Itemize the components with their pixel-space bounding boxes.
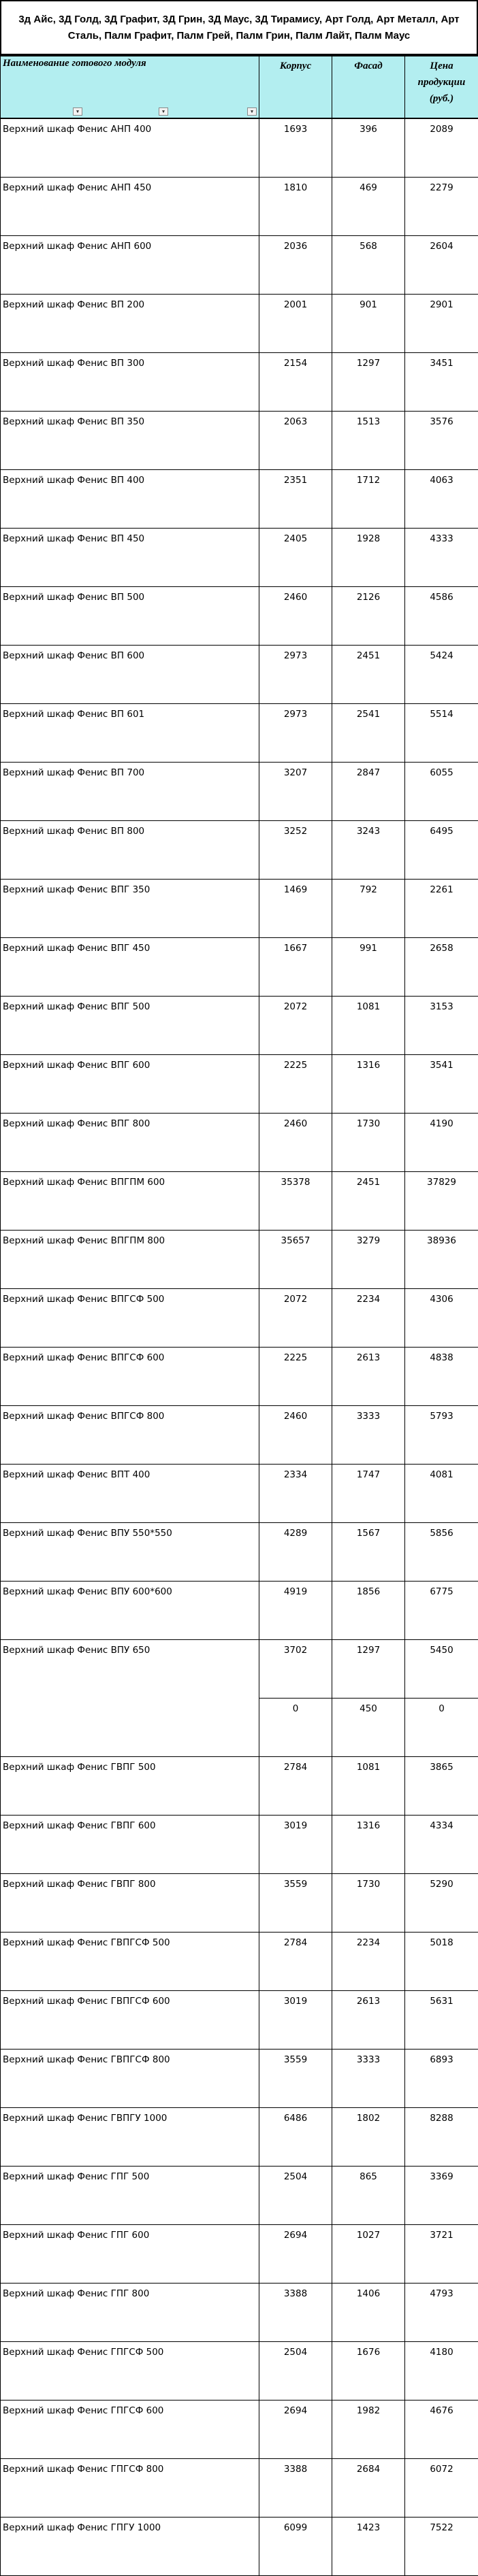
facade-cell: 2126 [332, 587, 405, 646]
facade-cell: 991 [332, 938, 405, 997]
price-cell: 6893 [405, 2050, 478, 2108]
table-row [1, 236, 478, 295]
facade-cell: 3333 [332, 1406, 405, 1465]
product-name-cell: Верхний шкаф Фенис ВПУ 650 [1, 1640, 259, 1757]
corpus-cell: 6486 [259, 2108, 332, 2167]
product-name-cell: Верхний шкаф Фенис АНП 450 [1, 178, 259, 236]
corpus-cell: 1693 [259, 118, 332, 178]
facade-cell: 1027 [332, 2225, 405, 2284]
product-name-cell: Верхний шкаф Фенис ВПГ 500 [1, 997, 259, 1055]
product-name-cell: Верхний шкаф Фенис ГВПГСФ 600 [1, 1991, 259, 2050]
facade-cell: 2613 [332, 1991, 405, 2050]
corpus-cell: 2460 [259, 587, 332, 646]
price-cell: 5793 [405, 1406, 478, 1465]
corpus-cell: 2036 [259, 236, 332, 295]
facade-cell: 1297 [332, 1640, 405, 1699]
price-cell: 4838 [405, 1348, 478, 1406]
facade-cell: 901 [332, 295, 405, 353]
price-cell: 4676 [405, 2401, 478, 2459]
table-row [1, 821, 478, 880]
product-name-cell: Верхний шкаф Фенис ВП 350 [1, 412, 259, 470]
product-name-cell: Верхний шкаф Фенис ГПГСФ 800 [1, 2459, 259, 2518]
corpus-cell: 2063 [259, 412, 332, 470]
table-row [1, 1348, 478, 1406]
facade-cell: 3333 [332, 2050, 405, 2108]
corpus-cell: 2460 [259, 1114, 332, 1172]
facade-cell: 3279 [332, 1231, 405, 1289]
product-name-cell: Верхний шкаф Фенис ГПГСФ 600 [1, 2401, 259, 2459]
header-corpus-cell: Корпус [259, 56, 332, 119]
filter-dropdown-icon[interactable]: ▾ [159, 107, 168, 116]
corpus-cell: 3019 [259, 1816, 332, 1874]
table-row [1, 2401, 478, 2459]
table-row [1, 412, 478, 470]
corpus-cell: 2504 [259, 2342, 332, 2401]
facade-cell: 2684 [332, 2459, 405, 2518]
table-row [1, 118, 478, 178]
table-row [1, 763, 478, 821]
table-row [1, 1816, 478, 1874]
price-cell: 3721 [405, 2225, 478, 2284]
facade-cell: 1081 [332, 997, 405, 1055]
corpus-cell: 0 [259, 1699, 332, 1757]
facade-cell: 1982 [332, 2401, 405, 2459]
corpus-cell: 3388 [259, 2459, 332, 2518]
facade-cell: 3243 [332, 821, 405, 880]
header-price-cell: Цена продукции (руб.) [405, 56, 478, 119]
price-table [0, 56, 478, 2576]
product-name-cell: Верхний шкаф Фенис ГПГ 800 [1, 2284, 259, 2342]
corpus-cell: 2504 [259, 2167, 332, 2225]
corpus-cell: 2694 [259, 2225, 332, 2284]
price-cell: 3576 [405, 412, 478, 470]
facade-cell: 1730 [332, 1874, 405, 1933]
price-cell: 3451 [405, 353, 478, 412]
price-cell: 4333 [405, 529, 478, 587]
facade-cell: 1406 [332, 2284, 405, 2342]
table-row [1, 587, 478, 646]
corpus-cell: 3019 [259, 1991, 332, 2050]
facade-cell: 469 [332, 178, 405, 236]
price-cell: 4334 [405, 1816, 478, 1874]
corpus-cell: 2225 [259, 1055, 332, 1114]
table-row [1, 1406, 478, 1465]
price-cell: 5856 [405, 1523, 478, 1582]
table-row [1, 2108, 478, 2167]
facade-cell: 1567 [332, 1523, 405, 1582]
corpus-cell: 3702 [259, 1640, 332, 1699]
price-cell: 7522 [405, 2518, 478, 2576]
facade-cell: 1928 [332, 529, 405, 587]
product-name-cell: Верхний шкаф Фенис ВПУ 600*600 [1, 1582, 259, 1640]
corpus-cell: 2001 [259, 295, 332, 353]
table-row [1, 2518, 478, 2576]
product-name-cell: Верхний шкаф Фенис ВПГ 800 [1, 1114, 259, 1172]
table-row [1, 2459, 478, 2518]
corpus-cell: 1469 [259, 880, 332, 938]
facade-cell: 2613 [332, 1348, 405, 1406]
price-cell: 4081 [405, 1465, 478, 1523]
corpus-cell: 2154 [259, 353, 332, 412]
table-row [1, 938, 478, 997]
price-cell: 37829 [405, 1172, 478, 1231]
corpus-cell: 2973 [259, 646, 332, 704]
product-name-cell: Верхний шкаф Фенис ВПГ 350 [1, 880, 259, 938]
product-name-cell: Верхний шкаф Фенис ВП 500 [1, 587, 259, 646]
facade-cell: 1513 [332, 412, 405, 470]
price-cell: 5631 [405, 1991, 478, 2050]
facade-cell: 1712 [332, 470, 405, 529]
price-cell: 5290 [405, 1874, 478, 1933]
facade-cell: 1747 [332, 1465, 405, 1523]
corpus-cell: 2072 [259, 997, 332, 1055]
facade-cell: 1856 [332, 1582, 405, 1640]
product-name-cell: Верхний шкаф Фенис ВПУ 550*550 [1, 1523, 259, 1582]
table-row [1, 1055, 478, 1114]
price-cell: 6495 [405, 821, 478, 880]
price-cell: 5018 [405, 1933, 478, 1991]
facade-cell: 865 [332, 2167, 405, 2225]
price-cell: 2604 [405, 236, 478, 295]
product-name-cell: Верхний шкаф Фенис ВПГСФ 800 [1, 1406, 259, 1465]
table-row [1, 2050, 478, 2108]
corpus-cell: 2334 [259, 1465, 332, 1523]
product-name-cell: Верхний шкаф Фенис ГВПГ 500 [1, 1757, 259, 1816]
price-cell: 3153 [405, 997, 478, 1055]
product-name-cell: Верхний шкаф Фенис ГПГ 500 [1, 2167, 259, 2225]
product-name-cell: Верхний шкаф Фенис ВПГ 450 [1, 938, 259, 997]
price-cell: 38936 [405, 1231, 478, 1289]
facade-cell: 1316 [332, 1816, 405, 1874]
header-row [1, 56, 478, 119]
corpus-cell: 1667 [259, 938, 332, 997]
table-row [1, 646, 478, 704]
facade-cell: 1730 [332, 1114, 405, 1172]
product-name-cell: Верхний шкаф Фенис ГВПГУ 1000 [1, 2108, 259, 2167]
price-cell: 4190 [405, 1114, 478, 1172]
facade-cell: 1316 [332, 1055, 405, 1114]
corpus-cell: 2694 [259, 2401, 332, 2459]
facade-cell: 2234 [332, 1289, 405, 1348]
facade-cell: 568 [332, 236, 405, 295]
price-cell: 4306 [405, 1289, 478, 1348]
product-name-cell: Верхний шкаф Фенис ВПТ 400 [1, 1465, 259, 1523]
price-cell: 4586 [405, 587, 478, 646]
price-cell: 6775 [405, 1582, 478, 1640]
corpus-cell: 2784 [259, 1933, 332, 1991]
table-row [1, 353, 478, 412]
corpus-cell: 2072 [259, 1289, 332, 1348]
table-row [1, 1465, 478, 1523]
product-name-cell: Верхний шкаф Фенис ВП 200 [1, 295, 259, 353]
table-row [1, 704, 478, 763]
facade-cell: 1297 [332, 353, 405, 412]
facade-cell: 2847 [332, 763, 405, 821]
product-name-cell: Верхний шкаф Фенис АНП 400 [1, 118, 259, 178]
corpus-cell: 2405 [259, 529, 332, 587]
filter-dropdown-icon[interactable]: ▾ [73, 107, 82, 116]
facade-cell: 1802 [332, 2108, 405, 2167]
corpus-cell: 3252 [259, 821, 332, 880]
product-name-cell: Верхний шкаф Фенис ГВПГ 800 [1, 1874, 259, 1933]
product-name-cell: Верхний шкаф Фенис АНП 600 [1, 236, 259, 295]
table-row [1, 1933, 478, 1991]
product-name-cell: Верхний шкаф Фенис ВП 700 [1, 763, 259, 821]
corpus-cell: 4289 [259, 1523, 332, 1582]
product-name-cell: Верхний шкаф Фенис ГПГУ 1000 [1, 2518, 259, 2576]
table-row [1, 1114, 478, 1172]
table-row [1, 1289, 478, 1348]
corpus-cell: 2460 [259, 1406, 332, 1465]
table-row [1, 1172, 478, 1231]
price-cell: 8288 [405, 2108, 478, 2167]
price-cell: 2901 [405, 295, 478, 353]
corpus-cell: 2225 [259, 1348, 332, 1406]
table-row [1, 470, 478, 529]
product-name-cell: Верхний шкаф Фенис ВПГПМ 800 [1, 1231, 259, 1289]
price-cell: 4063 [405, 470, 478, 529]
product-name-cell: Верхний шкаф Фенис ВП 400 [1, 470, 259, 529]
facade-cell: 2451 [332, 1172, 405, 1231]
product-name-cell: Верхний шкаф Фенис ВП 600 [1, 646, 259, 704]
product-name-cell: Верхний шкаф Фенис ВПГСФ 500 [1, 1289, 259, 1348]
table-row [1, 2342, 478, 2401]
table-row [1, 1640, 478, 1699]
corpus-cell: 2784 [259, 1757, 332, 1816]
product-name-cell: Верхний шкаф Фенис ГВПГСФ 800 [1, 2050, 259, 2108]
corpus-cell: 3559 [259, 2050, 332, 2108]
facade-cell: 1423 [332, 2518, 405, 2576]
price-cell: 4793 [405, 2284, 478, 2342]
corpus-cell: 6099 [259, 2518, 332, 2576]
price-cell: 3369 [405, 2167, 478, 2225]
facade-cell: 450 [332, 1699, 405, 1757]
product-name-cell: Верхний шкаф Фенис ВПГСФ 600 [1, 1348, 259, 1406]
sheet-title: 3д Айс, 3Д Голд, 3Д Графит, 3Д Грин, 3Д Маус, 3Д Тирамису, Арт Голд, Арт Металл, Арт Сталь, Палм Графит, Палм Грей, Палм Грин, Палм Лайт, Палм Маус [0, 0, 478, 56]
table-row [1, 2284, 478, 2342]
corpus-cell: 35378 [259, 1172, 332, 1231]
corpus-cell: 35657 [259, 1231, 332, 1289]
corpus-cell: 3559 [259, 1874, 332, 1933]
price-cell: 2261 [405, 880, 478, 938]
facade-cell: 792 [332, 880, 405, 938]
table-row [1, 997, 478, 1055]
price-cell: 3865 [405, 1757, 478, 1816]
product-name-cell: Верхний шкаф Фенис ГПГ 600 [1, 2225, 259, 2284]
product-name-cell: Верхний шкаф Фенис ГВПГСФ 500 [1, 1933, 259, 1991]
header-name-label: Наименование готового модуля [3, 58, 146, 69]
price-cell: 5424 [405, 646, 478, 704]
product-name-cell: Верхний шкаф Фенис ВП 800 [1, 821, 259, 880]
header-facade-cell: Фасад [332, 56, 405, 119]
price-cell: 0 [405, 1699, 478, 1757]
table-row [1, 1874, 478, 1933]
corpus-cell: 3388 [259, 2284, 332, 2342]
corpus-cell: 2351 [259, 470, 332, 529]
header-name-cell [1, 56, 259, 119]
table-body [1, 118, 478, 2576]
filter-dropdown-icon[interactable]: ▾ [247, 107, 257, 116]
facade-cell: 1676 [332, 2342, 405, 2401]
price-cell: 2089 [405, 118, 478, 178]
facade-cell: 2234 [332, 1933, 405, 1991]
table-row [1, 1757, 478, 1816]
product-name-cell: Верхний шкаф Фенис ВП 450 [1, 529, 259, 587]
corpus-cell: 2973 [259, 704, 332, 763]
table-row [1, 529, 478, 587]
table-row [1, 1523, 478, 1582]
facade-cell: 2541 [332, 704, 405, 763]
facade-cell: 1081 [332, 1757, 405, 1816]
table-row [1, 178, 478, 236]
table-row [1, 2167, 478, 2225]
price-cell: 5450 [405, 1640, 478, 1699]
product-name-cell: Верхний шкаф Фенис ВПГПМ 600 [1, 1172, 259, 1231]
price-cell: 6072 [405, 2459, 478, 2518]
product-name-cell: Верхний шкаф Фенис ГПГСФ 500 [1, 2342, 259, 2401]
price-cell: 2658 [405, 938, 478, 997]
table-row [1, 1991, 478, 2050]
facade-cell: 396 [332, 118, 405, 178]
corpus-cell: 1810 [259, 178, 332, 236]
corpus-cell: 4919 [259, 1582, 332, 1640]
product-name-cell: Верхний шкаф Фенис ВП 601 [1, 704, 259, 763]
table-row [1, 1231, 478, 1289]
corpus-cell: 3207 [259, 763, 332, 821]
price-cell: 2279 [405, 178, 478, 236]
price-cell: 4180 [405, 2342, 478, 2401]
price-cell: 3541 [405, 1055, 478, 1114]
table-row [1, 1582, 478, 1640]
table-row [1, 880, 478, 938]
price-cell: 6055 [405, 763, 478, 821]
table-row [1, 295, 478, 353]
product-name-cell: Верхний шкаф Фенис ГВПГ 600 [1, 1816, 259, 1874]
price-cell: 5514 [405, 704, 478, 763]
facade-cell: 2451 [332, 646, 405, 704]
product-name-cell: Верхний шкаф Фенис ВПГ 600 [1, 1055, 259, 1114]
table-row [1, 2225, 478, 2284]
product-name-cell: Верхний шкаф Фенис ВП 300 [1, 353, 259, 412]
